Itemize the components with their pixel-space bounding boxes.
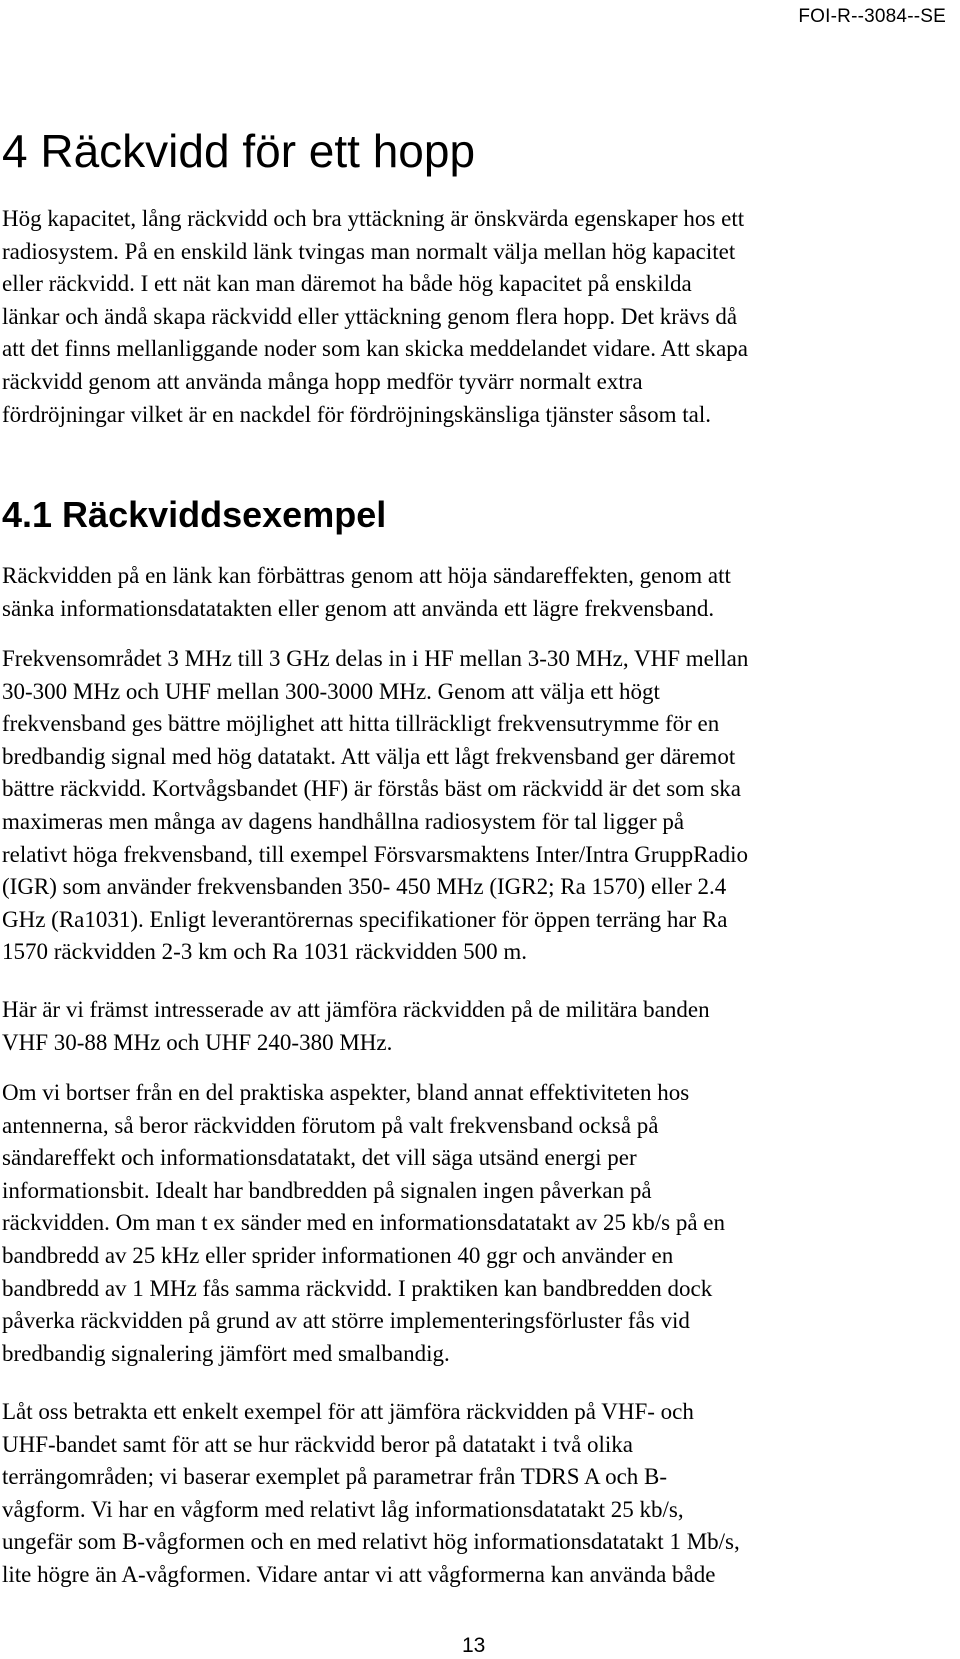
text-line: ungefär som B-vågformen och en med relativt hög informationsdatatakt 1 Mb/s,	[2, 1529, 740, 1555]
text-line: (IGR) som använder frekvensbanden 350- 450 MHz (IGR2; Ra 1570) eller 2.4	[2, 874, 727, 900]
text-line: 1570 räckvidden 2-3 km och Ra 1031 räckvidden 500 m.	[2, 939, 528, 965]
text-line: räckvidd genom att använda många hopp medför tyvärr normalt extra	[2, 368, 643, 394]
text-line: påverka räckvidden på grund av att större implementeringsförluster fås vid	[2, 1308, 690, 1334]
text-line: antennerna, så beror räckvidden förutom på valt frekvensband också på	[2, 1112, 659, 1138]
text-line: bandbredd av 25 kHz eller sprider informationen 40 ggr och använder en	[2, 1242, 674, 1268]
text-line: att det finns mellanliggande noder som kan skicka meddelandet vidare. Att skapa	[2, 336, 749, 362]
text-line: lite högre än A-vågformen. Vidare antar vi att vågformerna kan använda både	[2, 1561, 716, 1587]
text-line: bredbandig signal med hög datatakt. Att välja ett lågt frekvensband ger däremot	[2, 743, 736, 769]
text-line: Hög kapacitet, lång räckvidd och bra yttäckning är önskvärda egenskaper hos ett	[2, 206, 745, 231]
body-paragraph	[2, 994, 710, 1059]
text-line: GHz (Ra1031). Enligt leverantörernas specifikationer för öppen terräng har Ra	[2, 906, 728, 932]
text-line: radiosystem. På en enskild länk tvingas man normalt välja mellan hög kapacitet	[2, 238, 736, 264]
body-paragraph	[2, 1396, 740, 1592]
text-line: terrängområden; vi baserar exemplet på parametrar från TDRS A och B-	[2, 1464, 668, 1490]
text-line: räckvidden. Om man t ex sänder med en informationsdatatakt av 25 kb/s på en	[2, 1210, 726, 1236]
intro-paragraph	[2, 203, 748, 431]
text-line: bandbredd av 1 MHz fås samma räckvidd. I praktiken kan bandbredden dock	[2, 1275, 713, 1301]
text-line: fördröjningar vilket är en nackdel för fördröjningskänsliga tjänster såsom tal.	[2, 401, 711, 427]
text-line: Räckvidden på en länk kan förbättras genom att höja sändareffekten, genom att	[2, 563, 731, 588]
text-line: UHF-bandet samt för att se hur räckvidd beror på datatakt i två olika	[2, 1431, 634, 1457]
subsection-title: 4.1 Räckviddsexempel	[2, 494, 387, 535]
text-line: bredbandig signalering jämfört med smalbandig.	[2, 1340, 450, 1366]
document-id: FOI-R--3084--SE	[798, 6, 946, 27]
text-line: Frekvensområdet 3 MHz till 3 GHz delas in i HF mellan 3-30 MHz, VHF mellan	[2, 646, 749, 671]
text-line: Om vi bortser från en del praktiska aspekter, bland annat effektiviteten hos	[2, 1080, 690, 1105]
body-paragraph	[2, 1077, 725, 1370]
section-title: 4 Räckvidd för ett hopp	[2, 125, 476, 177]
page-number: 13	[462, 1634, 486, 1657]
text-line: sänka informationsdatatakten eller genom att använda ett lägre frekvensband.	[2, 595, 715, 621]
body-paragraph	[2, 643, 748, 969]
text-line: VHF 30-88 MHz och UHF 240-380 MHz.	[2, 1029, 393, 1055]
text-line: länkar och ändå skapa räckvidd eller yttäckning genom flera hopp. Det krävs då	[2, 303, 738, 329]
body-paragraph	[2, 560, 731, 625]
text-line: frekvensband ges bättre möjlighet att hitta tillräckligt frekvensutrymme för en	[2, 711, 720, 737]
text-line: maximeras men många av dagens handhållna radiosystem för tal ligger på	[2, 808, 685, 834]
text-line: informationsbit. Idealt har bandbredden på signalen ingen påverkan på	[2, 1177, 652, 1203]
text-line: vågform. Vi har en vågform med relativt låg informationsdatatakt 25 kb/s,	[2, 1496, 684, 1522]
text-line: sändareffekt och informationsdatatakt, det vill säga utsänd energi per	[2, 1145, 637, 1171]
text-line: Låt oss betrakta ett enkelt exempel för att jämföra räckvidden på VHF- och	[2, 1399, 694, 1424]
text-line: Här är vi främst intresserade av att jämföra räckvidden på de militära banden	[2, 997, 710, 1022]
text-line: eller räckvidd. I ett nät kan man däremot ha både hög kapacitet på enskilda	[2, 271, 692, 297]
text-line: 30-300 MHz och UHF mellan 300-3000 MHz. Genom att välja ett högt	[2, 678, 660, 704]
text-line: bättre räckvidd. Kortvågsbandet (HF) är förstås bäst om räckvidd är det som ska	[2, 776, 741, 802]
text-line: relativt höga frekvensband, till exempel Försvarsmaktens Inter/Intra GruppRadio	[2, 841, 749, 867]
